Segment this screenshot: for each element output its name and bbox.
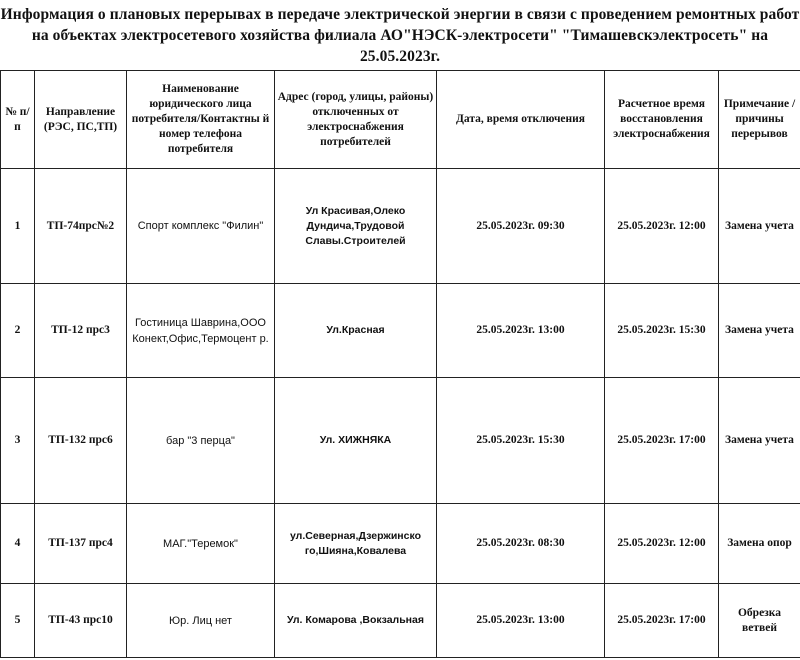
- header-direction: Направление (РЭС, ПС,ТП): [35, 71, 127, 169]
- row-note: Замена учета: [719, 378, 800, 504]
- header-address: Адрес (город, улицы, районы) отключенных от электроснабжения потребителей: [275, 71, 437, 169]
- document-title: Информация о плановых перерывах в передаче электрической энергии в связи с проведением ремонтных работ на объектах электросетевого хозяйства филиала АО"НЭСК-электросети" "Тимашевскэлектросеть" на 25.05.2023г.: [0, 6, 800, 65]
- row-restore-time: 25.05.2023г. 15:30: [605, 284, 719, 378]
- row-restore-time: 25.05.2023г. 12:00: [605, 169, 719, 284]
- row-consumer: Спорт комплекс "Филин": [127, 169, 275, 284]
- row-address: Ул. Комарова ,Вокзальная: [275, 584, 437, 658]
- row-num: 4: [1, 504, 35, 584]
- header-off-time: Дата, время отключения: [437, 71, 605, 169]
- row-off-time: 25.05.2023г. 09:30: [437, 169, 605, 284]
- row-off-time: 25.05.2023г. 13:00: [437, 284, 605, 378]
- row-off-time: 25.05.2023г. 08:30: [437, 504, 605, 584]
- row-off-time: 25.05.2023г. 15:30: [437, 378, 605, 504]
- row-off-time: 25.05.2023г. 13:00: [437, 584, 605, 658]
- table-row: [1, 284, 800, 378]
- table-row: [1, 378, 800, 504]
- row-num: 1: [1, 169, 35, 284]
- row-address: ул.Северная,Дзержинско го,Шияна,Ковалева: [275, 504, 437, 584]
- row-consumer: МАГ."Теремок": [127, 504, 275, 584]
- row-direction: ТП-132 прс6: [35, 378, 127, 504]
- row-direction: ТП-12 прс3: [35, 284, 127, 378]
- row-note: Замена учета: [719, 284, 800, 378]
- row-note: Замена опор: [719, 504, 800, 584]
- row-consumer: Гостиница Шаврина,ООО Конект,Офис,Термоцент р.: [127, 284, 275, 378]
- header-num: № п/п: [1, 71, 35, 169]
- row-restore-time: 25.05.2023г. 17:00: [605, 378, 719, 504]
- row-note: Обрезка ветвей: [719, 584, 800, 658]
- row-consumer: бар "3 перца": [127, 378, 275, 504]
- header-note: Примечание / причины перерывов: [719, 71, 800, 169]
- header-restore-time: Расчетное время восстановления электроснабжения: [605, 71, 719, 169]
- row-address: Ул Красивая,Олеко Дундича,Трудовой Славы.Строителей: [275, 169, 437, 284]
- row-restore-time: 25.05.2023г. 12:00: [605, 504, 719, 584]
- table-row: [1, 584, 800, 658]
- row-consumer: Юр. Лиц нет: [127, 584, 275, 658]
- row-num: 2: [1, 284, 35, 378]
- row-num: 3: [1, 378, 35, 504]
- table-row: [1, 169, 800, 284]
- row-address: Ул.Красная: [275, 284, 437, 378]
- row-address: Ул. ХИЖНЯКА: [275, 378, 437, 504]
- row-restore-time: 25.05.2023г. 17:00: [605, 584, 719, 658]
- row-num: 5: [1, 584, 35, 658]
- table-header-row: [1, 71, 800, 169]
- row-direction: ТП-43 прс10: [35, 584, 127, 658]
- header-consumer: Наименование юридического лица потребителя/Контактны й номер телефона потребителя: [127, 71, 275, 169]
- row-direction: ТП-74прс№2: [35, 169, 127, 284]
- outage-schedule-table: [0, 70, 800, 658]
- table-row: [1, 504, 800, 584]
- row-note: Замена учета: [719, 169, 800, 284]
- row-direction: ТП-137 прс4: [35, 504, 127, 584]
